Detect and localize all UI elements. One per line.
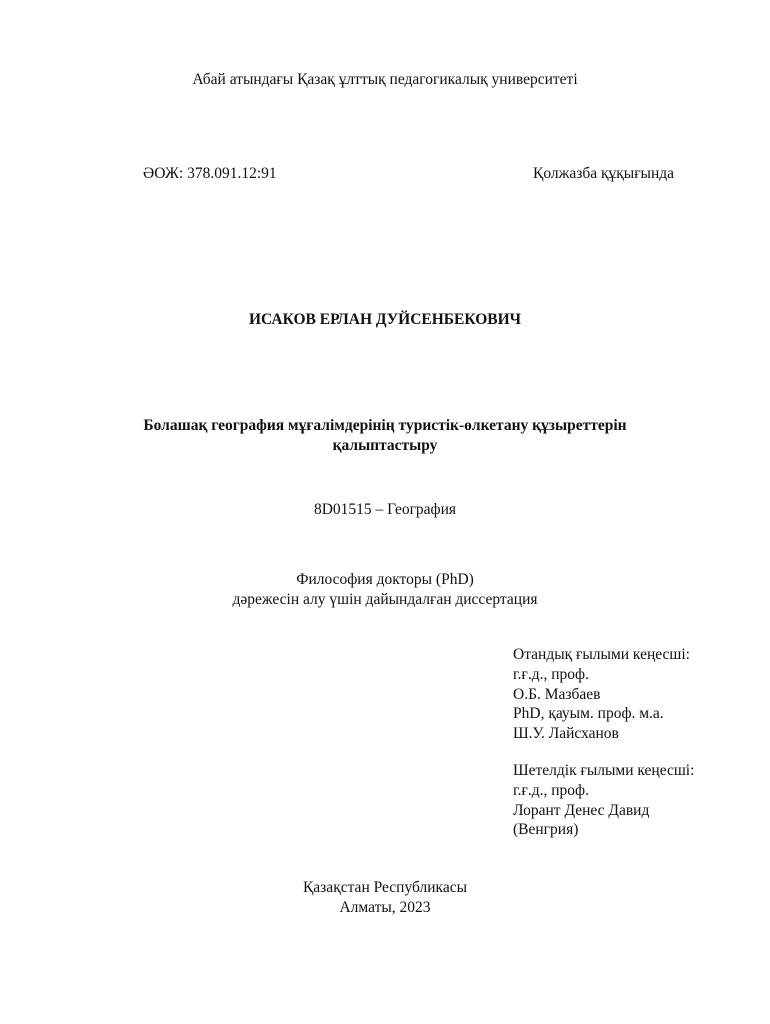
udc-code: ӘОЖ: 378.091.12:91 (143, 165, 277, 182)
thesis-title-line: Болашақ география мұғалімдерінің туристік-өлкетану құзыреттерін (143, 417, 627, 434)
thesis-title-line: қалыптастыру (332, 437, 438, 454)
domestic-advisors (513, 645, 690, 744)
advisor-title: г.ғ.д., проф. (513, 665, 589, 683)
degree-line: дәрежесін алу үшін дайындалған диссертация (232, 591, 538, 608)
foreign-advisors (513, 761, 694, 840)
foreign-advisor-heading: Шетелдік ғылыми кеңесші: (513, 762, 695, 779)
advisor-title: г.ғ.д., проф. (513, 781, 589, 799)
city-year: Алматы, 2023 (339, 899, 431, 916)
advisor-name: Лорант Денес Давид (513, 801, 650, 819)
advisor-name: Ш.У. Лайсханов (513, 725, 619, 743)
author-name: ИСАКОВ ЕРЛАН ДУЙСЕНБЕКОВИЧ (248, 311, 522, 328)
publication-place (0, 878, 770, 918)
advisor-country: (Венгрия) (513, 821, 579, 839)
degree-statement (0, 570, 770, 610)
specialty: 8D01515 – География (313, 501, 457, 518)
advisor-title: PhD, қауым. проф. м.а. (513, 705, 664, 723)
thesis-title (0, 416, 770, 456)
manuscript-rights: Қолжазба құқығында (533, 165, 675, 182)
country: Қазақстан Республикасы (302, 879, 468, 896)
university-name: Абай атындағы Қазақ ұлттық педагогикалық университеті (192, 71, 578, 88)
degree-line: Философия докторы (PhD) (296, 571, 474, 588)
domestic-advisor-heading: Отандық ғылыми кеңесші: (513, 646, 690, 663)
advisor-name: О.Б. Мазбаев (513, 685, 601, 703)
